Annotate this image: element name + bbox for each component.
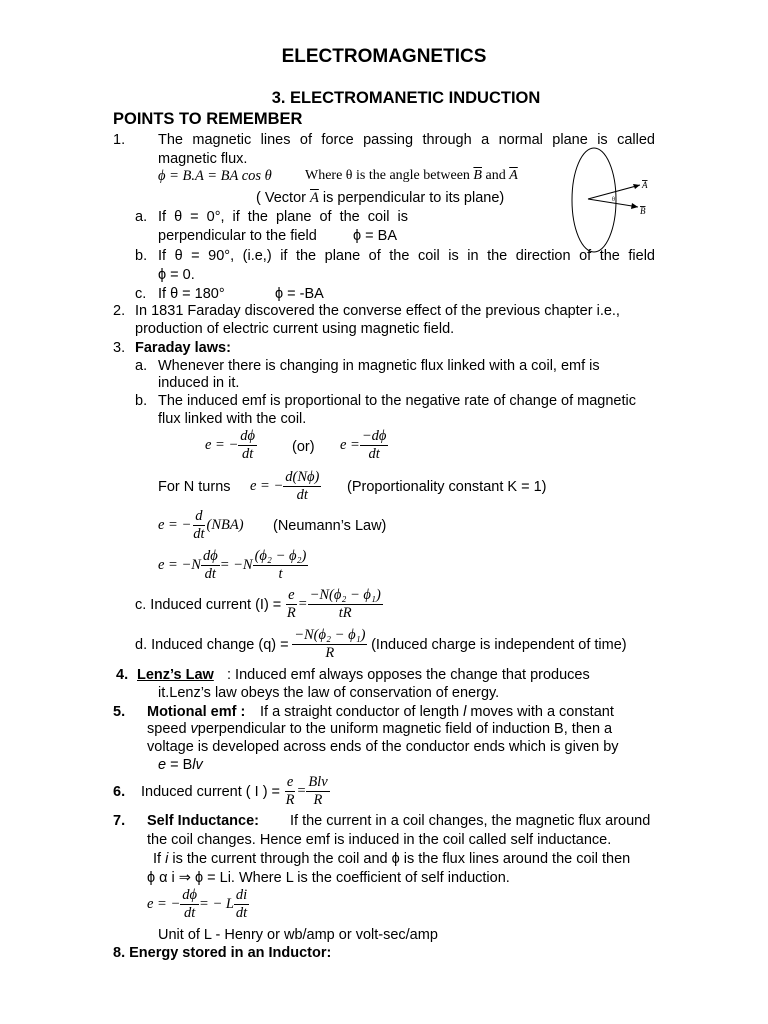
point-6-den-2: R (313, 792, 323, 808)
induced-charge-close: ) = (271, 636, 289, 653)
point-6-den-1: R (285, 792, 295, 808)
emf-n-numerator-2: (ϕ₂ − ϕ₂) (254, 548, 307, 564)
neumann-denominator: dt (193, 526, 205, 542)
neumann-lhs: e = − (158, 517, 192, 533)
emf-n-fraction-1 (201, 548, 220, 583)
point-6-label: Induced current ( I ) = (141, 783, 281, 800)
flux-formula-note (305, 168, 518, 184)
point-7-line-2: the coil changes. Hence emf is induced in the coil called self inductance. (147, 832, 612, 848)
point-5-line-1-pre: If a straight conductor of length (260, 704, 460, 720)
induced-charge-den: R (325, 645, 335, 661)
emf-or: (or) (292, 439, 315, 455)
point-5-line-2 (147, 720, 612, 738)
diagram-label-a: A (642, 180, 648, 190)
self-inductance-num-1: dϕ (182, 887, 198, 903)
flux-note-b: $\overline{B}$ (473, 168, 482, 183)
induced-current-label: c. Induced current ( (135, 596, 260, 613)
point-3a-label: a. (135, 358, 148, 374)
point-3-number: 3. (113, 340, 126, 356)
induced-charge-num: −N(ϕ₂ − ϕ₁) (294, 627, 366, 643)
vector-note (256, 189, 504, 207)
emf-n-equation (158, 548, 308, 583)
induced-charge-note: (Induced charge is independent of time) (371, 636, 627, 653)
self-inductance-num-2: di (235, 887, 248, 903)
faraday-laws-heading: Faraday laws: (135, 340, 231, 356)
point-4-line-2: it.Lenz’s law obeys the law of conservation of energy. (158, 685, 500, 701)
diagram-label-theta: θ (612, 197, 615, 203)
emf-numerator: dϕ (240, 428, 256, 444)
induced-current-num-1: e (288, 587, 295, 603)
induced-current-den-2: tR (338, 605, 352, 621)
point-6-eq: = (296, 783, 307, 799)
neumann-fraction (191, 508, 206, 543)
lenz-law-heading: Lenz’s Law (137, 667, 214, 683)
point-5-line-2-post: perpendicular to the uniform magnetic field of induction B, then a (197, 721, 613, 737)
point-3b-line-2: flux linked with the coil. (158, 411, 307, 427)
vector-note-a: $\overline{A}$ (310, 190, 319, 206)
self-inductance-heading: Self Inductance: (147, 813, 259, 829)
neumann-numerator: d (195, 508, 203, 524)
n-turns-equation (250, 469, 321, 504)
induced-charge-var: q (263, 636, 272, 653)
flux-formula (158, 168, 272, 185)
n-turns-numerator: d(Nϕ) (285, 469, 320, 485)
self-inductance-lhs: e = − (147, 896, 181, 912)
point-7-line-3-pre: If (153, 851, 162, 867)
point-5-line-2-pre: speed (147, 721, 187, 737)
point-1a-result: ϕ = BA (353, 228, 397, 244)
neumann-note: (Neumann’s Law) (273, 518, 387, 534)
point-7-number: 7. (113, 813, 126, 829)
point-1b-label: b. (135, 248, 148, 264)
point-1c-result: ϕ = -BA (275, 286, 324, 302)
point-1a-label: a. (135, 209, 148, 225)
point-6-equation (113, 774, 330, 809)
emf-alt-fraction (360, 428, 389, 463)
emf-n-mid: = −N (219, 557, 253, 573)
emf-fraction (238, 428, 257, 463)
point-7-line-3-post: is the current through the coil and ϕ is the flux lines around the coil then (172, 851, 631, 867)
emf-alt-lhs: e = (340, 437, 360, 453)
point-2-line-1: In 1831 Faraday discovered the converse effect of the previous chapter i.e., (135, 303, 620, 319)
induced-current-var: I (259, 596, 264, 613)
point-7-current-var: i (165, 851, 169, 867)
section-heading: POINTS TO REMEMBER (113, 110, 303, 128)
emf-equation-alt (340, 428, 388, 463)
point-5-speed-var: v (190, 721, 198, 737)
induced-current-close: ) = (263, 596, 282, 613)
point-7-line-1: If the current in a coil changes, the magnetic flux around (290, 813, 651, 829)
point-5-emf-var: e (158, 757, 167, 773)
self-inductance-fraction-2 (234, 887, 249, 922)
point-3b-line-1: The induced emf is proportional to the negative rate of change of magnetic (158, 393, 636, 409)
point-5-number: 5. (113, 704, 126, 720)
point-1b-line-2: ϕ = 0. (158, 267, 195, 283)
point-5-eq: = B (166, 757, 193, 773)
emf-denominator: dt (242, 446, 254, 462)
emf-n-numerator-1: dϕ (202, 548, 218, 564)
point-5-line-3: voltage is developed across ends of the conductor ends which is given by (147, 739, 619, 755)
self-inductance-mid: = − L (199, 896, 234, 912)
motional-emf-heading: Motional emf : (147, 704, 246, 720)
point-5-lv: lv (192, 757, 203, 773)
n-turns-fraction (283, 469, 321, 504)
point-1c-text: If θ = 180° (158, 286, 225, 302)
point-2-number: 2. (113, 303, 126, 319)
vector-note-pre: ( Vector (256, 190, 306, 206)
point-1-line-1: The magnetic lines of force passing through a normal plane is called (158, 132, 655, 148)
point-4-line-1: : Induced emf always opposes the change that produces (227, 667, 590, 683)
point-5-line-1 (260, 703, 614, 721)
emf-alt-denominator: dt (368, 446, 380, 462)
induced-current-eq: = (297, 596, 308, 612)
flux-note-and: and (485, 168, 506, 183)
point-6-fraction-2 (306, 774, 329, 809)
point-6-num-2: Blv (308, 774, 328, 790)
induced-current-equation (135, 587, 383, 622)
emf-n-denominator-2: t (278, 566, 283, 582)
emf-equation (205, 428, 257, 463)
vector-note-post: is perpendicular to its plane) (322, 190, 505, 206)
chapter-heading: 3. ELECTROMANETIC INDUCTION (271, 89, 541, 107)
point-5-length-var: l (463, 704, 467, 720)
point-3a-line-1: Whenever there is changing in magnetic flux linked with a coil, emf is (158, 358, 600, 374)
point-5-line-1-post: moves with a constant (470, 704, 614, 720)
induced-charge-equation (135, 627, 627, 662)
n-turns-denominator: dt (296, 487, 308, 503)
point-6-fraction-1 (284, 774, 297, 809)
induced-current-den-1: R (286, 605, 296, 621)
point-6-number: 6. (113, 783, 126, 800)
point-3a-line-2: induced in it. (158, 375, 240, 391)
point-8-heading: 8. Energy stored in an Inductor: (113, 945, 332, 961)
emf-n-denominator-1: dt (204, 566, 216, 582)
point-6-num-1: e (286, 774, 294, 790)
vector-b-arrowhead (631, 203, 638, 209)
self-inductance-fraction-1 (180, 887, 199, 922)
vector-a-arrowhead (633, 184, 640, 189)
point-3b-label: b. (135, 393, 148, 409)
emf-n-lhs: e = −N (158, 557, 201, 573)
point-2-line-2: production of electric current using magnetic field. (135, 321, 455, 337)
point-1-number: 1. (113, 132, 126, 148)
flux-formula-expression: ϕ = B.A = BA cos θ (158, 168, 272, 184)
coil-diagram (560, 144, 660, 256)
self-inductance-den-2: dt (235, 905, 248, 921)
self-inductance-den-1: dt (184, 905, 196, 921)
induced-current-fraction-1 (285, 587, 298, 622)
inductance-unit: Unit of L - Henry or wb/amp or volt-sec/amp (158, 927, 438, 943)
emf-n-fraction-2 (253, 548, 309, 583)
point-1-line-2: magnetic flux. (158, 151, 248, 167)
point-1b-line-1: If θ = 90°, (i.e,) if the plane of the coil is in the direction of the field (158, 248, 655, 264)
induced-charge-label: d. Induced change ( (135, 636, 264, 653)
induced-charge-fraction (292, 627, 367, 662)
flux-note-a: $\overline{A}$ (509, 168, 518, 183)
point-1a-line-2: perpendicular to the field (158, 228, 317, 244)
emf-lhs: e = − (205, 437, 239, 453)
point-5-line-4 (158, 756, 203, 774)
point-7-line-4: ϕ α i ⇒ ϕ = Li. Where L is the coefficient of self induction. (147, 870, 510, 886)
point-4-number: 4. (116, 667, 129, 683)
n-turns-label: For N turns (158, 479, 231, 495)
document-title: ELECTROMAGNETICS (281, 46, 487, 67)
n-turns-lhs: e = − (250, 478, 284, 494)
point-7-line-3 (153, 850, 630, 868)
induced-current-num-2: −N(ϕ₂ − ϕ₁) (309, 587, 381, 603)
neumann-equation (158, 508, 244, 543)
self-inductance-equation (147, 887, 249, 922)
emf-alt-numerator: −dϕ (361, 428, 387, 444)
neumann-rhs: (NBA) (206, 517, 244, 533)
flux-note-text: Where θ is the angle between (305, 168, 470, 183)
diagram-label-b: B (640, 206, 646, 216)
n-turns-note: (Proportionality constant K = 1) (347, 479, 547, 495)
induced-current-fraction-2 (308, 587, 383, 622)
point-1a-line-1: If θ = 0°, if the plane of the coil is (158, 209, 408, 225)
point-1c-label: c. (135, 286, 147, 302)
